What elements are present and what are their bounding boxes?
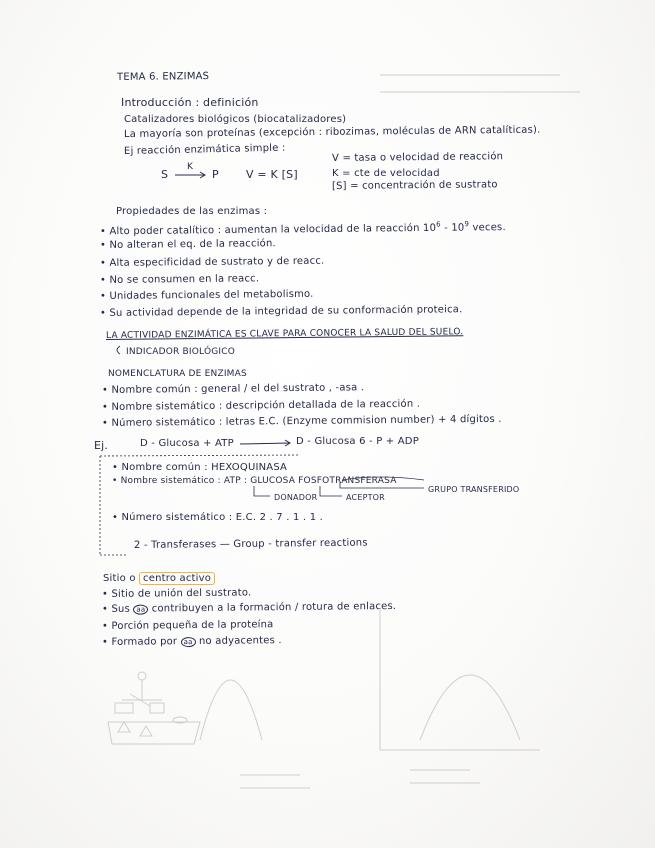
example-arrow	[240, 443, 290, 444]
example-label: Ej.	[94, 439, 109, 452]
props-bullet-1-mid: - 10	[440, 222, 465, 234]
props-heading: Propiedades de las enzimas :	[116, 206, 268, 217]
nomenclatura-item-1: • Nombre común : general / el del sustrato , -asa .	[101, 382, 365, 396]
sitio-item-3: • Porción pequeña de la proteína	[101, 619, 274, 632]
sitio-label-text: Sitio o	[103, 573, 136, 584]
props-bullet-1-text: • Alto poder catalítico : aumentan la velocidad de la reacción 10	[99, 222, 437, 238]
props-bullet-3: • Alta especificidad de sustrato y de reacc.	[99, 255, 325, 269]
acceptor-brace	[320, 486, 342, 496]
sitio-item-2-a: • Sus	[101, 603, 131, 615]
props-bullet-2: • No alteran el eq. de la reacción.	[99, 238, 276, 251]
nomenclatura-heading: NOMENCLATURA DE ENZIMAS	[108, 369, 247, 379]
example-product: D - Glucosa 6 - P + ADP	[296, 436, 419, 447]
sitio-item-4-circle: aa	[181, 637, 196, 647]
donor-brace	[254, 486, 270, 496]
sitio-item-2-circle: aa	[133, 605, 148, 615]
indicador-arrow	[117, 346, 120, 354]
reaction-legend-3: [S] = concentración de sustrato	[331, 179, 498, 192]
props-bullet-1-end: veces.	[469, 222, 506, 234]
example-group: GRUPO TRANSFERIDO	[428, 485, 520, 494]
reaction-product: P	[212, 168, 219, 181]
sitio-item-2-b: contribuyen a la formación / rotura de enlaces.	[151, 600, 397, 615]
sitio-item-4-a: • Formado por	[101, 636, 178, 648]
example-number: • Número sistemático : E.C. 2 . 7 . 1 . 1 .	[112, 512, 324, 523]
reaction-substrate: S	[161, 168, 169, 181]
example-transferases: 2 - Transferases — Group - transfer reactions	[133, 537, 368, 551]
example-donor: DONADOR	[274, 493, 318, 502]
intro-heading: Introducción : definición	[121, 96, 259, 109]
intro-line-2: La mayoría son proteínas (excepción : ribozimas, moléculas de ARN catalíticas).	[123, 124, 541, 140]
props-bullet-5: • Unidades funcionales del metabolismo.	[99, 288, 314, 302]
nomenclatura-item-3: • Número sistemático : letras E.C. (Enzyme commision number) + 4 dígitos .	[101, 413, 502, 429]
sitio-highlight: centro activo	[139, 572, 215, 585]
reaction-k: K	[187, 162, 194, 172]
actividad-line-2: INDICADOR BIOLÓGICO	[126, 347, 236, 357]
group-brace-curve	[342, 477, 424, 480]
nomenclatura-item-2: • Nombre sistemático : descripción detallada de la reacción .	[101, 398, 421, 413]
example-reactant: D - Glucosa + ATP	[140, 438, 234, 449]
reaction-legend-1: V = tasa o velocidad de reacción	[331, 151, 504, 164]
group-brace	[340, 482, 424, 488]
reaction-equation: V = K [S]	[246, 168, 298, 181]
example-bracket-top	[100, 455, 300, 456]
example-acceptor: ACEPTOR	[346, 493, 385, 502]
example-common-name: • Nombre común : HEXOQUINASA	[112, 462, 288, 473]
reaction-legend-2: K = cte de velocidad	[332, 168, 440, 179]
props-bullet-4: • No se consumen en la reacc.	[99, 273, 260, 286]
page-title: TEMA 6. ENZIMAS	[116, 71, 210, 83]
props-bullet-1-exp1: 6	[436, 220, 441, 229]
sitio-item-4-b: no adyacentes .	[198, 635, 282, 647]
intro-line-3: Ej reacción enzimática simple :	[123, 142, 286, 157]
sitio-item-1: • Sitio de unión del sustrato.	[101, 587, 252, 600]
intro-line-1: Catalizadores biológicos (biocatalizadores)	[124, 114, 347, 125]
bleed-through-sketch	[105, 75, 580, 788]
actividad-line-1: LA ACTIVIDAD ENZIMÁTICA ES CLAVE PARA CONOCER LA SALUD DEL SUELO.	[105, 327, 464, 341]
props-bullet-1-exp2: 9	[464, 220, 470, 229]
example-systematic-name: • Nombre sistemático : ATP : GLUCOSA FOSFOTRANSFERASA	[112, 476, 397, 486]
props-bullet-6: • Su actividad depende de la integridad de su conformación proteica.	[99, 304, 463, 319]
